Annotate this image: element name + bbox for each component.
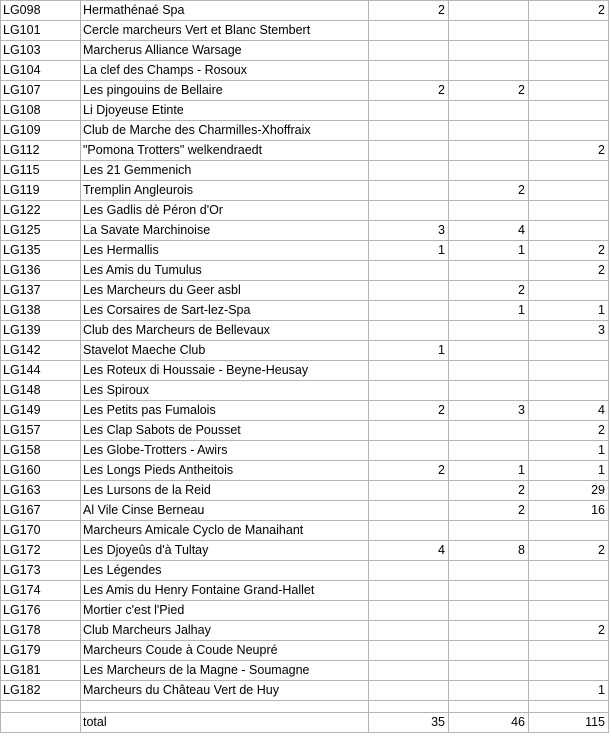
value-c-cell[interactable]: 1 bbox=[529, 461, 609, 481]
value-a-cell[interactable] bbox=[369, 501, 449, 521]
code-cell[interactable]: LG179 bbox=[1, 641, 81, 661]
club-name-cell[interactable]: Les Petits pas Fumalois bbox=[81, 401, 369, 421]
value-c-cell[interactable]: 2 bbox=[529, 241, 609, 261]
code-cell[interactable]: LG178 bbox=[1, 621, 81, 641]
value-c-cell[interactable]: 2 bbox=[529, 421, 609, 441]
code-cell[interactable]: LG149 bbox=[1, 401, 81, 421]
value-c-cell[interactable] bbox=[529, 581, 609, 601]
value-c-cell[interactable]: 2 bbox=[529, 541, 609, 561]
total-code-cell[interactable] bbox=[1, 713, 81, 733]
club-name-cell[interactable]: Cercle marcheurs Vert et Blanc Stembert bbox=[81, 21, 369, 41]
value-a-cell[interactable]: 2 bbox=[369, 1, 449, 21]
table-row bbox=[1, 661, 609, 681]
value-b-cell[interactable] bbox=[449, 641, 529, 661]
code-cell[interactable]: LG119 bbox=[1, 181, 81, 201]
code-cell[interactable]: LG158 bbox=[1, 441, 81, 461]
value-c-cell[interactable]: 2 bbox=[529, 261, 609, 281]
club-name-cell[interactable]: "Pomona Trotters" welkendraedt bbox=[81, 141, 369, 161]
table-row bbox=[1, 681, 609, 701]
value-b-cell[interactable] bbox=[449, 681, 529, 701]
value-a-cell[interactable] bbox=[369, 181, 449, 201]
table-row bbox=[1, 541, 609, 561]
value-b-cell[interactable] bbox=[449, 601, 529, 621]
club-name-cell[interactable]: La Savate Marchinoise bbox=[81, 221, 369, 241]
code-cell[interactable]: LG181 bbox=[1, 661, 81, 681]
club-name-cell[interactable]: Hermathénaé Spa bbox=[81, 1, 369, 21]
code-cell[interactable]: LG103 bbox=[1, 41, 81, 61]
table-row bbox=[1, 141, 609, 161]
club-name-cell[interactable]: Club de Marche des Charmilles-Xhoffraix bbox=[81, 121, 369, 141]
table-row bbox=[1, 501, 609, 521]
code-cell[interactable]: LG112 bbox=[1, 141, 81, 161]
table-row bbox=[1, 481, 609, 501]
value-a-cell[interactable] bbox=[369, 141, 449, 161]
table-row bbox=[1, 101, 609, 121]
table-row bbox=[1, 401, 609, 421]
value-c-cell[interactable] bbox=[529, 641, 609, 661]
table-row bbox=[1, 41, 609, 61]
value-b-cell[interactable]: 8 bbox=[449, 541, 529, 561]
code-cell[interactable]: LG107 bbox=[1, 81, 81, 101]
value-a-cell[interactable] bbox=[369, 561, 449, 581]
club-name-cell[interactable]: Les Clap Sabots de Pousset bbox=[81, 421, 369, 441]
value-a-cell[interactable] bbox=[369, 621, 449, 641]
value-a-cell[interactable] bbox=[369, 481, 449, 501]
value-a-cell[interactable] bbox=[369, 121, 449, 141]
value-c-cell[interactable] bbox=[529, 381, 609, 401]
value-c-cell[interactable]: 2 bbox=[529, 1, 609, 21]
club-name-cell[interactable]: Les Marcheurs du Geer asbl bbox=[81, 281, 369, 301]
club-name-cell[interactable]: Les 21 Gemmenich bbox=[81, 161, 369, 181]
club-name-cell[interactable]: Stavelot Maeche Club bbox=[81, 341, 369, 361]
table-row bbox=[1, 261, 609, 281]
value-a-cell[interactable]: 1 bbox=[369, 241, 449, 261]
value-a-cell[interactable]: 1 bbox=[369, 341, 449, 361]
code-cell[interactable]: LG170 bbox=[1, 521, 81, 541]
code-cell[interactable]: LG122 bbox=[1, 201, 81, 221]
value-a-cell[interactable] bbox=[369, 101, 449, 121]
value-b-cell[interactable] bbox=[449, 421, 529, 441]
club-name-cell[interactable]: Les Hermallis bbox=[81, 241, 369, 261]
value-c-cell[interactable]: 29 bbox=[529, 481, 609, 501]
value-b-cell[interactable] bbox=[449, 321, 529, 341]
club-name-cell[interactable]: Club Marcheurs Jalhay bbox=[81, 621, 369, 641]
value-b-cell[interactable] bbox=[449, 521, 529, 541]
value-b-cell[interactable] bbox=[449, 561, 529, 581]
value-c-cell[interactable] bbox=[529, 161, 609, 181]
value-c-cell[interactable] bbox=[529, 661, 609, 681]
club-name-cell[interactable]: Les pingouins de Bellaire bbox=[81, 81, 369, 101]
table-row bbox=[1, 641, 609, 661]
table-cell[interactable] bbox=[449, 701, 529, 713]
code-cell[interactable]: LG109 bbox=[1, 121, 81, 141]
value-c-cell[interactable]: 2 bbox=[529, 621, 609, 641]
code-cell[interactable]: LG167 bbox=[1, 501, 81, 521]
code-cell[interactable]: LG176 bbox=[1, 601, 81, 621]
code-cell[interactable]: LG138 bbox=[1, 301, 81, 321]
table-row bbox=[1, 461, 609, 481]
value-c-cell[interactable] bbox=[529, 561, 609, 581]
code-cell[interactable]: LG136 bbox=[1, 261, 81, 281]
value-c-cell[interactable] bbox=[529, 121, 609, 141]
value-a-cell[interactable] bbox=[369, 261, 449, 281]
club-name-cell[interactable]: Les Marcheurs de la Magne - Soumagne bbox=[81, 661, 369, 681]
value-a-cell[interactable] bbox=[369, 521, 449, 541]
table-cell[interactable] bbox=[529, 701, 609, 713]
value-b-cell[interactable]: 1 bbox=[449, 301, 529, 321]
club-name-cell[interactable]: Marcherus Alliance Warsage bbox=[81, 41, 369, 61]
value-c-cell[interactable]: 4 bbox=[529, 401, 609, 421]
value-b-cell[interactable]: 1 bbox=[449, 461, 529, 481]
value-a-cell[interactable] bbox=[369, 661, 449, 681]
value-a-cell[interactable]: 4 bbox=[369, 541, 449, 561]
value-c-cell[interactable]: 1 bbox=[529, 301, 609, 321]
value-a-cell[interactable] bbox=[369, 441, 449, 461]
value-b-cell[interactable]: 2 bbox=[449, 81, 529, 101]
table-row bbox=[1, 121, 609, 141]
code-cell[interactable]: LG108 bbox=[1, 101, 81, 121]
club-name-cell[interactable]: Les Lursons de la Reid bbox=[81, 481, 369, 501]
total-c-cell[interactable]: 115 bbox=[529, 713, 609, 733]
value-a-cell[interactable] bbox=[369, 281, 449, 301]
club-name-cell[interactable]: Tremplin Angleurois bbox=[81, 181, 369, 201]
table-row bbox=[1, 381, 609, 401]
value-c-cell[interactable] bbox=[529, 221, 609, 241]
value-a-cell[interactable] bbox=[369, 21, 449, 41]
value-b-cell[interactable] bbox=[449, 141, 529, 161]
total-a-cell[interactable]: 35 bbox=[369, 713, 449, 733]
club-name-cell[interactable]: Les Corsaires de Sart-lez-Spa bbox=[81, 301, 369, 321]
code-cell[interactable]: LG173 bbox=[1, 561, 81, 581]
table-row bbox=[1, 521, 609, 541]
table-body bbox=[1, 1, 609, 733]
value-c-cell[interactable] bbox=[529, 61, 609, 81]
code-cell[interactable]: LG125 bbox=[1, 221, 81, 241]
value-b-cell[interactable] bbox=[449, 41, 529, 61]
club-name-cell[interactable]: Les Longs Pieds Antheitois bbox=[81, 461, 369, 481]
value-c-cell[interactable] bbox=[529, 341, 609, 361]
table-row bbox=[1, 21, 609, 41]
club-name-cell[interactable]: Li Djoyeuse Etinte bbox=[81, 101, 369, 121]
value-a-cell[interactable]: 2 bbox=[369, 461, 449, 481]
club-name-cell[interactable]: Marcheurs du Château Vert de Huy bbox=[81, 681, 369, 701]
value-a-cell[interactable]: 3 bbox=[369, 221, 449, 241]
value-a-cell[interactable] bbox=[369, 41, 449, 61]
value-b-cell[interactable] bbox=[449, 441, 529, 461]
table-row bbox=[1, 281, 609, 301]
table-row bbox=[1, 361, 609, 381]
value-c-cell[interactable] bbox=[529, 521, 609, 541]
table-row bbox=[1, 201, 609, 221]
value-b-cell[interactable]: 2 bbox=[449, 481, 529, 501]
code-cell[interactable]: LG148 bbox=[1, 381, 81, 401]
value-c-cell[interactable] bbox=[529, 361, 609, 381]
spacer-row bbox=[1, 701, 609, 713]
code-cell[interactable]: LG104 bbox=[1, 61, 81, 81]
code-cell[interactable]: LG101 bbox=[1, 21, 81, 41]
value-a-cell[interactable] bbox=[369, 681, 449, 701]
code-cell[interactable]: LG174 bbox=[1, 581, 81, 601]
value-b-cell[interactable] bbox=[449, 21, 529, 41]
value-c-cell[interactable] bbox=[529, 81, 609, 101]
code-cell[interactable]: LG157 bbox=[1, 421, 81, 441]
value-c-cell[interactable]: 3 bbox=[529, 321, 609, 341]
table-row bbox=[1, 241, 609, 261]
value-a-cell[interactable] bbox=[369, 641, 449, 661]
table-cell[interactable] bbox=[369, 701, 449, 713]
value-c-cell[interactable] bbox=[529, 281, 609, 301]
value-b-cell[interactable] bbox=[449, 381, 529, 401]
club-name-cell[interactable]: Club des Marcheurs de Bellevaux bbox=[81, 321, 369, 341]
value-a-cell[interactable] bbox=[369, 381, 449, 401]
club-name-cell[interactable]: Marcheurs Amicale Cyclo de Manaihant bbox=[81, 521, 369, 541]
code-cell[interactable]: LG182 bbox=[1, 681, 81, 701]
code-cell[interactable]: LG163 bbox=[1, 481, 81, 501]
value-b-cell[interactable] bbox=[449, 661, 529, 681]
table-row bbox=[1, 621, 609, 641]
value-a-cell[interactable] bbox=[369, 601, 449, 621]
value-c-cell[interactable] bbox=[529, 101, 609, 121]
value-b-cell[interactable] bbox=[449, 201, 529, 221]
club-name-cell[interactable]: Les Spiroux bbox=[81, 381, 369, 401]
table-cell[interactable] bbox=[1, 701, 81, 713]
table-row bbox=[1, 181, 609, 201]
code-cell[interactable]: LG172 bbox=[1, 541, 81, 561]
value-b-cell[interactable] bbox=[449, 161, 529, 181]
value-b-cell[interactable] bbox=[449, 341, 529, 361]
club-name-cell[interactable]: Les Légendes bbox=[81, 561, 369, 581]
value-b-cell[interactable]: 4 bbox=[449, 221, 529, 241]
value-b-cell[interactable]: 2 bbox=[449, 501, 529, 521]
value-b-cell[interactable]: 1 bbox=[449, 241, 529, 261]
value-a-cell[interactable] bbox=[369, 61, 449, 81]
value-a-cell[interactable]: 2 bbox=[369, 401, 449, 421]
value-b-cell[interactable]: 2 bbox=[449, 281, 529, 301]
club-name-cell[interactable]: Mortier c'est l'Pied bbox=[81, 601, 369, 621]
value-a-cell[interactable] bbox=[369, 321, 449, 341]
value-a-cell[interactable]: 2 bbox=[369, 81, 449, 101]
club-name-cell[interactable]: Les Djoyeûs d'à Tultay bbox=[81, 541, 369, 561]
value-c-cell[interactable] bbox=[529, 601, 609, 621]
value-c-cell[interactable] bbox=[529, 181, 609, 201]
table-row bbox=[1, 81, 609, 101]
value-b-cell[interactable] bbox=[449, 261, 529, 281]
value-c-cell[interactable]: 16 bbox=[529, 501, 609, 521]
code-cell[interactable]: LG139 bbox=[1, 321, 81, 341]
value-a-cell[interactable] bbox=[369, 581, 449, 601]
club-name-cell[interactable]: Les Roteux di Houssaie - Beyne-Heusay bbox=[81, 361, 369, 381]
table-row bbox=[1, 421, 609, 441]
code-cell[interactable]: LG115 bbox=[1, 161, 81, 181]
table-row bbox=[1, 561, 609, 581]
value-c-cell[interactable]: 2 bbox=[529, 141, 609, 161]
code-cell[interactable]: LG135 bbox=[1, 241, 81, 261]
value-b-cell[interactable]: 3 bbox=[449, 401, 529, 421]
value-a-cell[interactable] bbox=[369, 161, 449, 181]
code-cell[interactable]: LG142 bbox=[1, 341, 81, 361]
value-a-cell[interactable] bbox=[369, 361, 449, 381]
value-b-cell[interactable] bbox=[449, 61, 529, 81]
club-name-cell[interactable]: Les Globe-Trotters - Awirs bbox=[81, 441, 369, 461]
code-cell[interactable]: LG144 bbox=[1, 361, 81, 381]
total-b-cell[interactable]: 46 bbox=[449, 713, 529, 733]
value-c-cell[interactable] bbox=[529, 201, 609, 221]
club-name-cell[interactable]: Al Vile Cinse Berneau bbox=[81, 501, 369, 521]
value-b-cell[interactable] bbox=[449, 121, 529, 141]
value-a-cell[interactable] bbox=[369, 421, 449, 441]
club-name-cell[interactable]: Les Amis du Tumulus bbox=[81, 261, 369, 281]
value-a-cell[interactable] bbox=[369, 301, 449, 321]
table-row bbox=[1, 161, 609, 181]
value-c-cell[interactable] bbox=[529, 41, 609, 61]
club-name-cell[interactable]: Les Gadlis dè Péron d'Or bbox=[81, 201, 369, 221]
value-a-cell[interactable] bbox=[369, 201, 449, 221]
value-b-cell[interactable] bbox=[449, 1, 529, 21]
table-row bbox=[1, 321, 609, 341]
table-row bbox=[1, 301, 609, 321]
code-cell[interactable]: LG098 bbox=[1, 1, 81, 21]
table-cell[interactable] bbox=[81, 701, 369, 713]
table-row bbox=[1, 441, 609, 461]
table-row bbox=[1, 341, 609, 361]
value-b-cell[interactable] bbox=[449, 621, 529, 641]
value-b-cell[interactable] bbox=[449, 581, 529, 601]
value-b-cell[interactable]: 2 bbox=[449, 181, 529, 201]
total-row bbox=[1, 713, 609, 733]
code-cell[interactable]: LG137 bbox=[1, 281, 81, 301]
table-row bbox=[1, 581, 609, 601]
code-cell[interactable]: LG160 bbox=[1, 461, 81, 481]
value-c-cell[interactable] bbox=[529, 21, 609, 41]
table-row bbox=[1, 61, 609, 81]
table-row bbox=[1, 221, 609, 241]
value-c-cell[interactable]: 1 bbox=[529, 441, 609, 461]
club-name-cell[interactable]: Marcheurs Coude à Coude Neupré bbox=[81, 641, 369, 661]
club-name-cell[interactable]: Les Amis du Henry Fontaine Grand-Hallet bbox=[81, 581, 369, 601]
table-row bbox=[1, 601, 609, 621]
total-label-cell[interactable]: total bbox=[81, 713, 369, 733]
club-name-cell[interactable]: La clef des Champs - Rosoux bbox=[81, 61, 369, 81]
value-b-cell[interactable] bbox=[449, 101, 529, 121]
value-c-cell[interactable]: 1 bbox=[529, 681, 609, 701]
value-b-cell[interactable] bbox=[449, 361, 529, 381]
table-row bbox=[1, 1, 609, 21]
